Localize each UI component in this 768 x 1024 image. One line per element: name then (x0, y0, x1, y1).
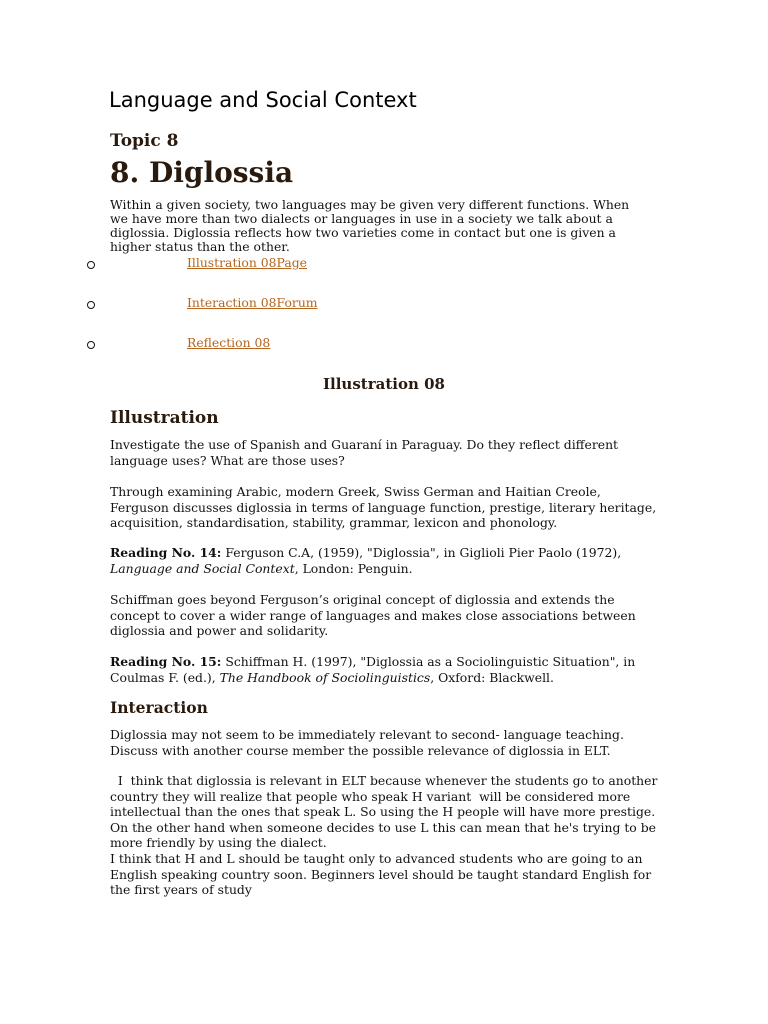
list-item (0, 295, 768, 321)
document-title: Language and Social Context (109, 88, 417, 112)
hollow-bullet-icon (87, 301, 95, 309)
reflection-08-link[interactable]: Reflection 08 (187, 335, 271, 350)
hollow-bullet-icon (87, 341, 95, 349)
interaction-answer-1: I think that diglossia is relevant in ELT because whenever the students go to another country they will realize that people who speak H variant will be considered more intellectual than the ones that speak L. So using the H people will have more prestige. On the other hand when someone decides to use L this can mean that he's trying to be more friendly by using the dialect. (110, 773, 662, 850)
interaction-prompt: Diglossia may not seem to be immediately relevant to second- language teaching. Discuss with another course member the possible relevance of diglossia in ELT. (110, 727, 624, 758)
schiffman-summary: Schiffman goes beyond Ferguson’s original concept of diglossia and extends the concept to cover a wider range of languages and makes close associations between diglossia and power and solidarity. (110, 592, 636, 638)
intro-paragraph: Within a given society, two languages may be given very different functions. When we have more than two dialects or languages in use in a society we talk about a diglossia. Diglossia reflects how two varieties come in contact but one is given a higher status than the other. (110, 197, 630, 254)
reading-14-citation (110, 545, 660, 576)
interaction-08-link[interactable]: Interaction 08Forum (187, 295, 318, 310)
topic-heading: 8. Diglossia (110, 156, 294, 189)
reading-15-citation (110, 654, 660, 685)
reading-15-title: The Handbook of Sociolinguistics (219, 669, 431, 685)
illustration-heading: Illustration (110, 408, 219, 428)
illustration-section-title: Illustration 08 (323, 375, 445, 393)
interaction-heading: Interaction (110, 698, 208, 717)
reading-14-label: Reading No. 14: (110, 545, 222, 560)
list-item (0, 255, 768, 281)
illustration-08-link[interactable]: Illustration 08Page (187, 255, 307, 270)
reading-15-label: Reading No. 15: (110, 654, 222, 669)
hollow-bullet-icon (87, 261, 95, 269)
reading-14-tail: , London: Penguin. (294, 560, 413, 576)
interaction-answer-2: I think that H and L should be taught only to advanced students who are going to an English speaking country soon. Beginners level should be taught standard English for the first years of study (110, 851, 652, 897)
illustration-question: Investigate the use of Spanish and Guaraní in Paraguay. Do they reflect different language uses? What are those uses? (110, 437, 619, 468)
reading-15-text: Schiffman H. (1997), "Diglossia as a Sociolinguistic Situation", in Coulmas F. (ed.), (110, 654, 636, 685)
ferguson-summary: Through examining Arabic, modern Greek, Swiss German and Haitian Creole, Ferguson discusses diglossia in terms of language function, prestige, literary heritage, acquisition, standardisation, stability, grammar, lexicon and phonology. (110, 484, 657, 530)
reading-15-tail: , Oxford: Blackwell. (430, 669, 554, 685)
list-item (0, 335, 768, 361)
reading-14-text: Ferguson C.A, (1959), "Diglossia", in Giglioli Pier Paolo (1972), (221, 545, 622, 560)
topic-label: Topic 8 (110, 131, 179, 151)
reading-14-title: Language and Social Context (110, 560, 295, 576)
